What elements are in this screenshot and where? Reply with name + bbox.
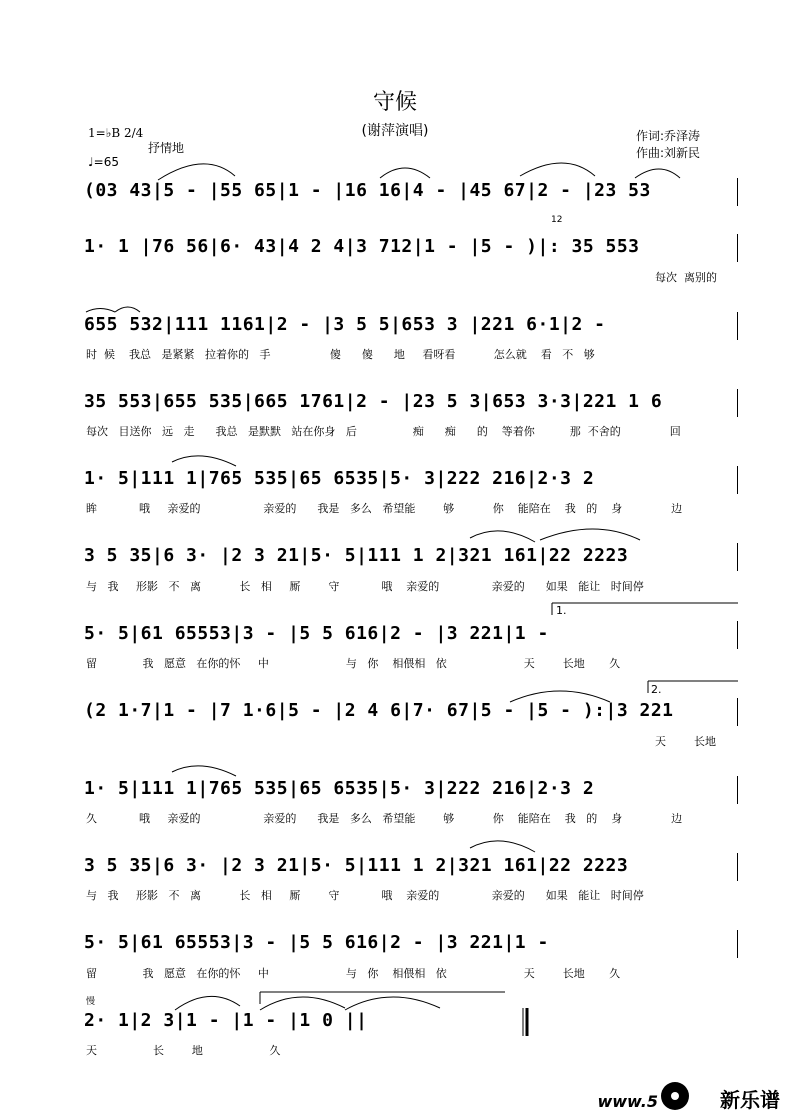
- barline: [737, 543, 738, 571]
- lyric-line: 与 我 形影 不 离 长 相 厮 守 哦 亲爱的 亲爱的 如果 能让 时间停: [86, 889, 644, 902]
- notation-row: 655 532|111 1161|2 - |3 5 5|653 3 |221 6·1|2 -: [84, 314, 606, 335]
- slur: [540, 529, 640, 540]
- volta-1-label: 1.: [556, 604, 567, 617]
- slur: [260, 997, 345, 1010]
- slur: [86, 309, 115, 313]
- volta-2-label: 2.: [651, 683, 662, 696]
- slur: [520, 163, 595, 176]
- lyric-line: 每次 离别的: [655, 271, 717, 284]
- lyric-line: 眸 哦 亲爱的 亲爱的 我是 多么 希望能 够 你 能陪在 我 的 身 边: [86, 502, 683, 515]
- notation-row: 5· 5|61 65553|3 - |5 5 616|2 - |3 221|1 -: [84, 623, 549, 644]
- tempo-marking: ♩=65: [88, 155, 119, 169]
- rest-count-label: 12: [551, 215, 563, 225]
- slur: [172, 766, 236, 776]
- barline: [737, 621, 738, 649]
- notation-row: 1· 5|111 1|765 535|65 6535|5· 3|222 216|2·3 2: [84, 468, 595, 489]
- lyric-line: 每次 目送你 远 走 我总 是默默 站在你身 后 痴 痴 的 等着你 那 不舍的 回: [86, 425, 681, 438]
- notation-row: (03 43|5 - |55 65|1 - |16 16|4 - |45 67|2 - |23 53: [84, 180, 651, 201]
- site-url: www.5: [597, 1092, 658, 1111]
- notation-row: (2 1·7|1 - |7 1·6|5 - |2 4 6|7· 67|5 - |5 - ):|3 221: [84, 700, 674, 721]
- notation-row: 5· 5|61 65553|3 - |5 5 616|2 - |3 221|1 -: [84, 932, 549, 953]
- logo-disc-hole: [671, 1092, 679, 1100]
- notation-row: 3 5 35|6 3· |2 3 21|5· 5|111 1 2|321 161|22 2223: [84, 545, 629, 566]
- notation-row: 3 5 35|6 3· |2 3 21|5· 5|111 1 2|321 161|22 2223: [84, 855, 629, 876]
- singer-credit: (谢萍演唱): [361, 123, 429, 139]
- barline: [737, 930, 738, 958]
- slur: [172, 456, 236, 466]
- lyric-line: 时 候 我总 是紧紧 拉着你的 手 傻 傻 地 看呀看 怎么就 看 不 够: [86, 348, 595, 361]
- site-logo: 新乐谱: [720, 1088, 780, 1112]
- slur: [345, 997, 440, 1010]
- barline: [737, 389, 738, 417]
- lyric-line: 与 我 形影 不 离 长 相 厮 守 哦 亲爱的 亲爱的 如果 能让 时间停: [86, 580, 644, 593]
- slur: [158, 164, 235, 180]
- logo-disc: [661, 1082, 689, 1110]
- slur: [380, 168, 430, 178]
- lyric-line: 天 长 地 久: [86, 1044, 281, 1057]
- slur: [470, 531, 535, 542]
- notation-row: 1· 5|111 1|765 535|65 6535|5· 3|222 216|2·3 2: [84, 778, 595, 799]
- lyricist-credit: 作词:乔泽涛: [636, 129, 701, 143]
- composer-credit: 作曲:刘新民: [636, 146, 701, 160]
- barline: [737, 178, 738, 206]
- barline: [737, 776, 738, 804]
- key-signature: 1=♭B 2/4: [88, 126, 144, 140]
- notation-row: 2· 1|2 3|1 - |1 - |1 0 ||: [84, 1010, 368, 1031]
- slur: [470, 841, 535, 852]
- lyric-line: 久 哦 亲爱的 亲爱的 我是 多么 希望能 够 你 能陪在 我 的 身 边: [86, 812, 683, 825]
- notation-row: 35 553|655 535|665 1761|2 - |23 5 3|653 3·3|221 1 6: [84, 391, 663, 412]
- slur: [635, 169, 680, 178]
- page-title: 守候: [372, 90, 417, 115]
- lyric-line: 留 我 愿意 在你的怀 中 与 你 相偎相 依 天 长地 久: [86, 967, 621, 980]
- barline: [737, 312, 738, 340]
- barline: [737, 698, 738, 726]
- slow-marking: 慢: [86, 997, 96, 1007]
- slur: [175, 996, 240, 1010]
- lyric-line: 留 我 愿意 在你的怀 中 与 你 相偎相 依 天 长地 久: [86, 657, 621, 670]
- lyric-line: 天 长地: [655, 735, 716, 748]
- notation-row: 1· 1 |76 56|6· 43|4 2 4|3 712|1 - |5 - )|: 35 553: [84, 236, 640, 257]
- barline: [737, 234, 738, 262]
- mood-marking: 抒情地: [148, 141, 185, 155]
- barline: [737, 466, 738, 494]
- barline: [737, 853, 738, 881]
- slur: [115, 307, 140, 312]
